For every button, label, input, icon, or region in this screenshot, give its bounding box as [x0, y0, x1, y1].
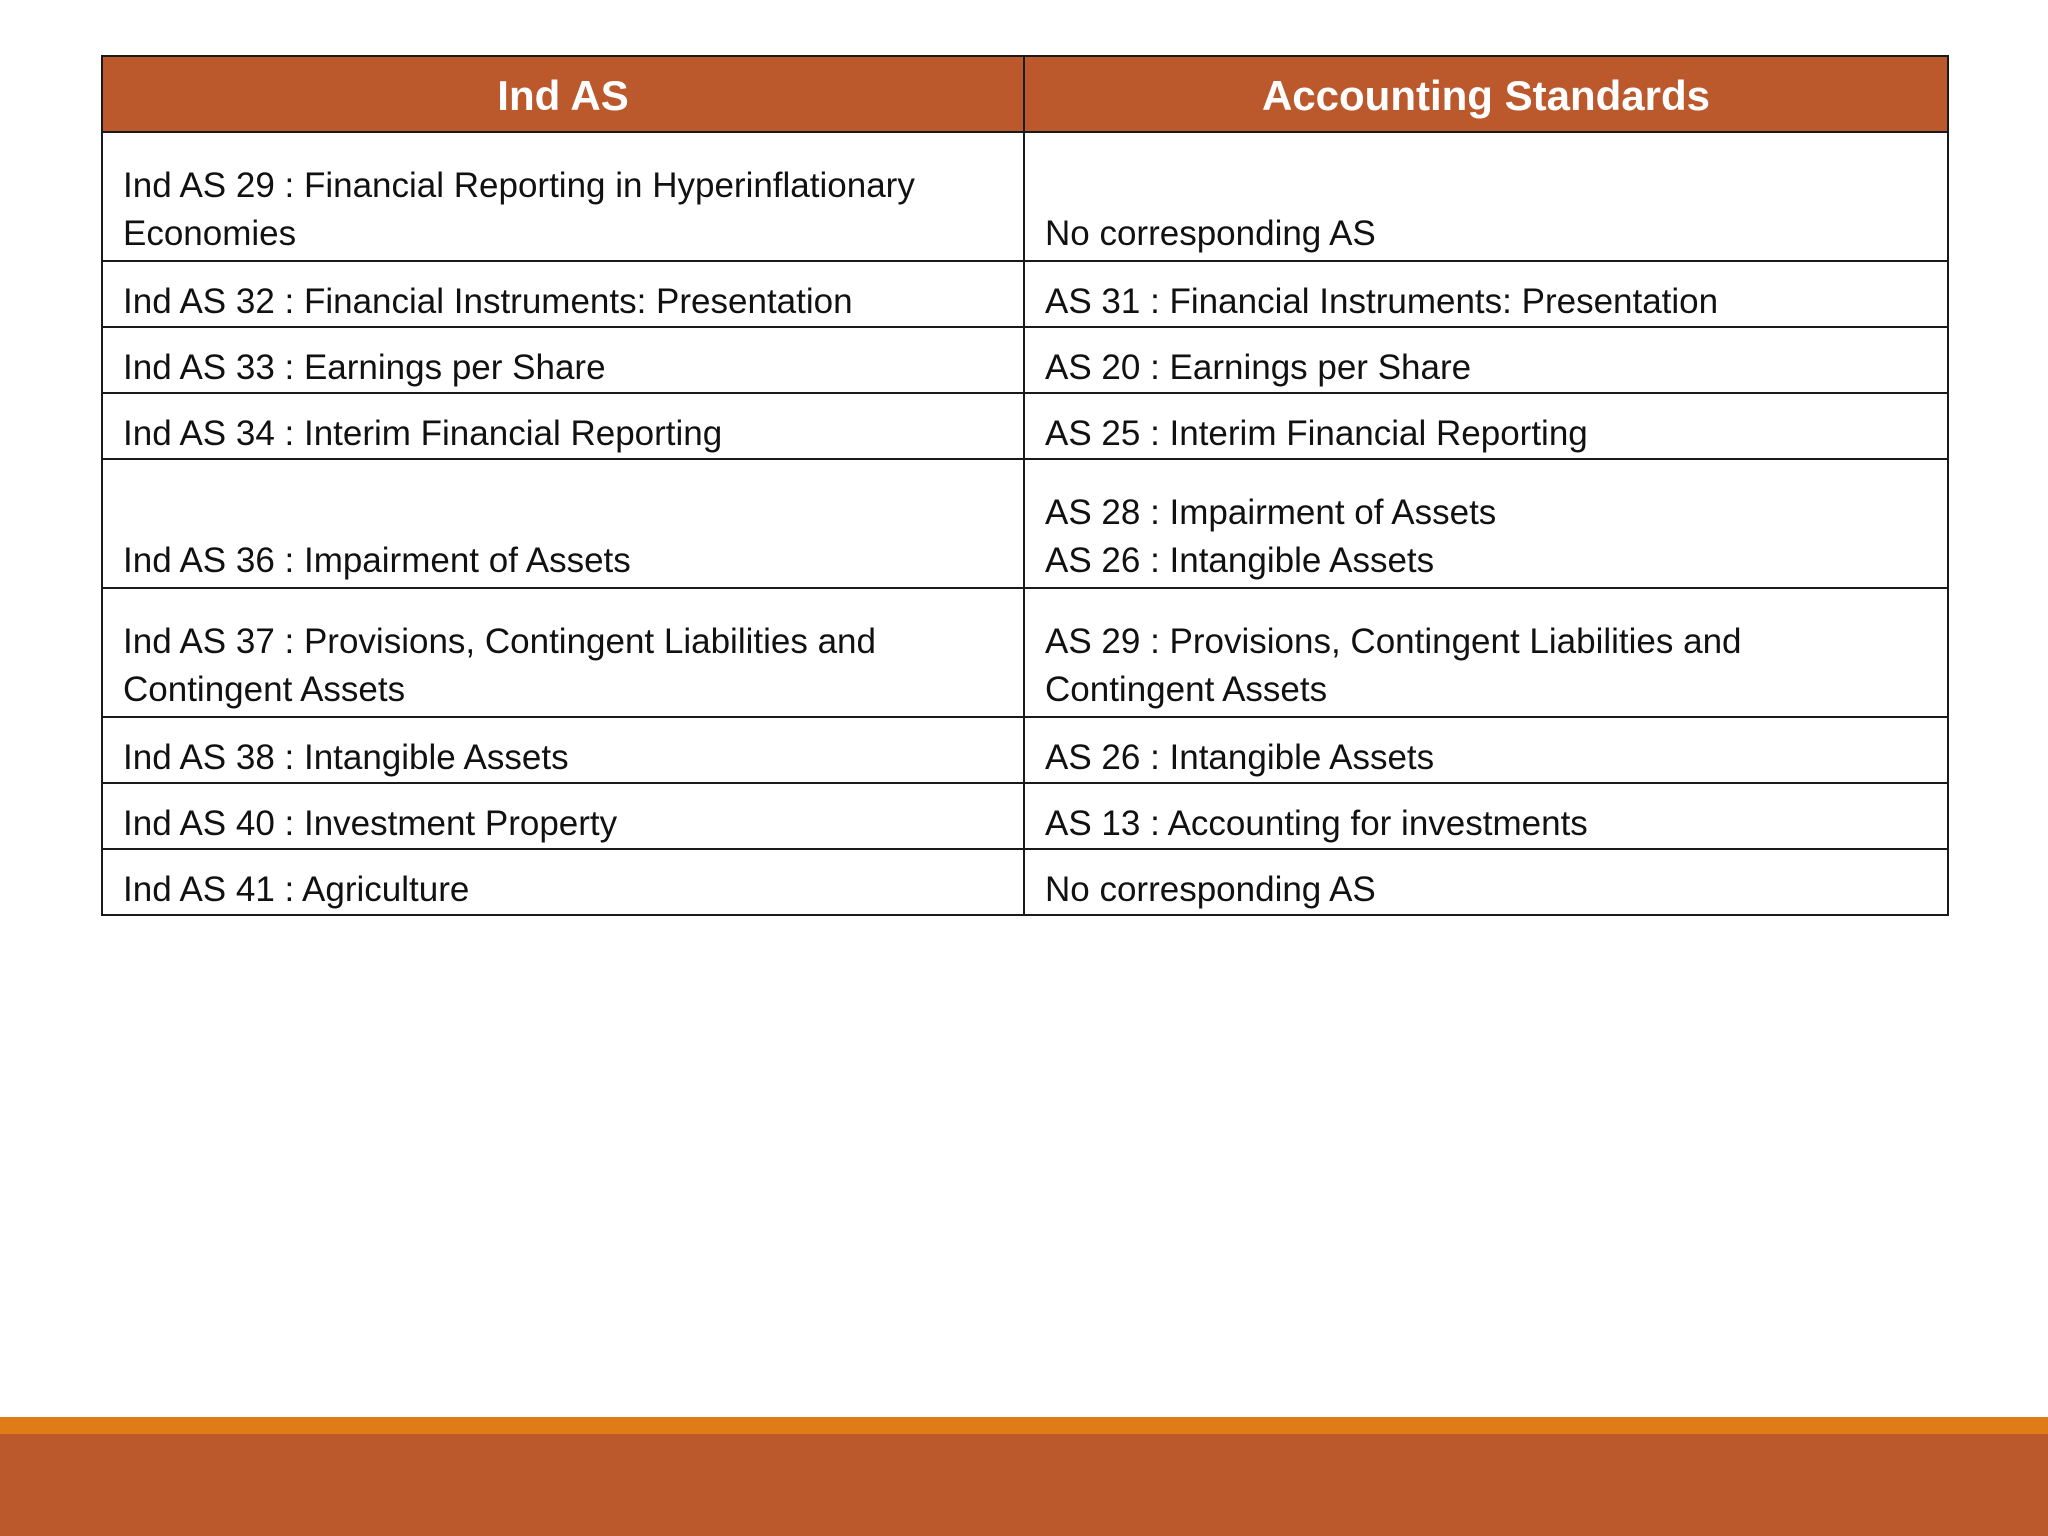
ind-as-cell: [102, 261, 1024, 327]
footer-band: [0, 1434, 2048, 1536]
cell-line: AS 29 : Provisions, Contingent Liabilities and: [1045, 622, 1742, 661]
accounting-standard-cell: [1024, 588, 1948, 717]
ind-as-cell: [102, 849, 1024, 915]
table-header-row: [102, 56, 1948, 132]
accounting-standard-cell: [1024, 849, 1948, 915]
ind-as-cell: [102, 327, 1024, 393]
table-row: [102, 717, 1948, 783]
header-ind-as: Ind AS: [102, 56, 1024, 132]
cell-line: Ind AS 34 : Interim Financial Reporting: [123, 414, 723, 453]
cell-line: Ind AS 40 : Investment Property: [123, 804, 618, 843]
accounting-standard-cell: [1024, 132, 1948, 261]
cell-line: AS 20 : Earnings per Share: [1045, 348, 1472, 387]
cell-line: AS 25 : Interim Financial Reporting: [1045, 414, 1588, 453]
ind-as-cell: [102, 393, 1024, 459]
cell-line: No corresponding AS: [1045, 214, 1376, 253]
cell-line: No corresponding AS: [1045, 870, 1376, 909]
cell-line: Contingent Assets: [1045, 670, 1328, 709]
cell-line: AS 28 : Impairment of Assets: [1045, 493, 1497, 532]
header-accounting-standards: Accounting Standards: [1024, 56, 1948, 132]
table-row: [102, 783, 1948, 849]
cell-line: AS 13 : Accounting for investments: [1045, 804, 1588, 843]
accounting-standard-cell: [1024, 393, 1948, 459]
ind-as-cell: [102, 588, 1024, 717]
accounting-standard-cell: [1024, 783, 1948, 849]
accounting-standard-cell: [1024, 717, 1948, 783]
table-row: [102, 588, 1948, 717]
footer-accent-stripe: [0, 1417, 2048, 1434]
ind-as-cell: [102, 132, 1024, 261]
cell-line: AS 26 : Intangible Assets: [1045, 541, 1435, 580]
ind-as-cell: [102, 783, 1024, 849]
accounting-standard-cell: [1024, 459, 1948, 588]
cell-line: Economies: [123, 214, 297, 253]
accounting-standard-cell: [1024, 261, 1948, 327]
cell-line: Ind AS 41 : Agriculture: [123, 870, 470, 909]
table-row: [102, 393, 1948, 459]
table-row: [102, 132, 1948, 261]
table-row: [102, 327, 1948, 393]
cell-line: Ind AS 38 : Intangible Assets: [123, 738, 569, 777]
ind-as-cell: [102, 717, 1024, 783]
cell-line: Ind AS 33 : Earnings per Share: [123, 348, 606, 387]
table-row: [102, 849, 1948, 915]
cell-line: Ind AS 36 : Impairment of Assets: [123, 541, 631, 580]
cell-line: AS 31 : Financial Instruments: Presentation: [1045, 282, 1719, 321]
table-row: [102, 459, 1948, 588]
cell-line: Ind AS 29 : Financial Reporting in Hyperinflationary: [123, 166, 915, 205]
accounting-standard-cell: [1024, 327, 1948, 393]
ind-as-cell: [102, 459, 1024, 588]
cell-line: Ind AS 32 : Financial Instruments: Presentation: [123, 282, 853, 321]
cell-line: AS 26 : Intangible Assets: [1045, 738, 1435, 777]
cell-line: Ind AS 37 : Provisions, Contingent Liabilities and: [123, 622, 876, 661]
table-row: [102, 261, 1948, 327]
cell-line: Contingent Assets: [123, 670, 406, 709]
comparison-table: [101, 55, 1949, 916]
